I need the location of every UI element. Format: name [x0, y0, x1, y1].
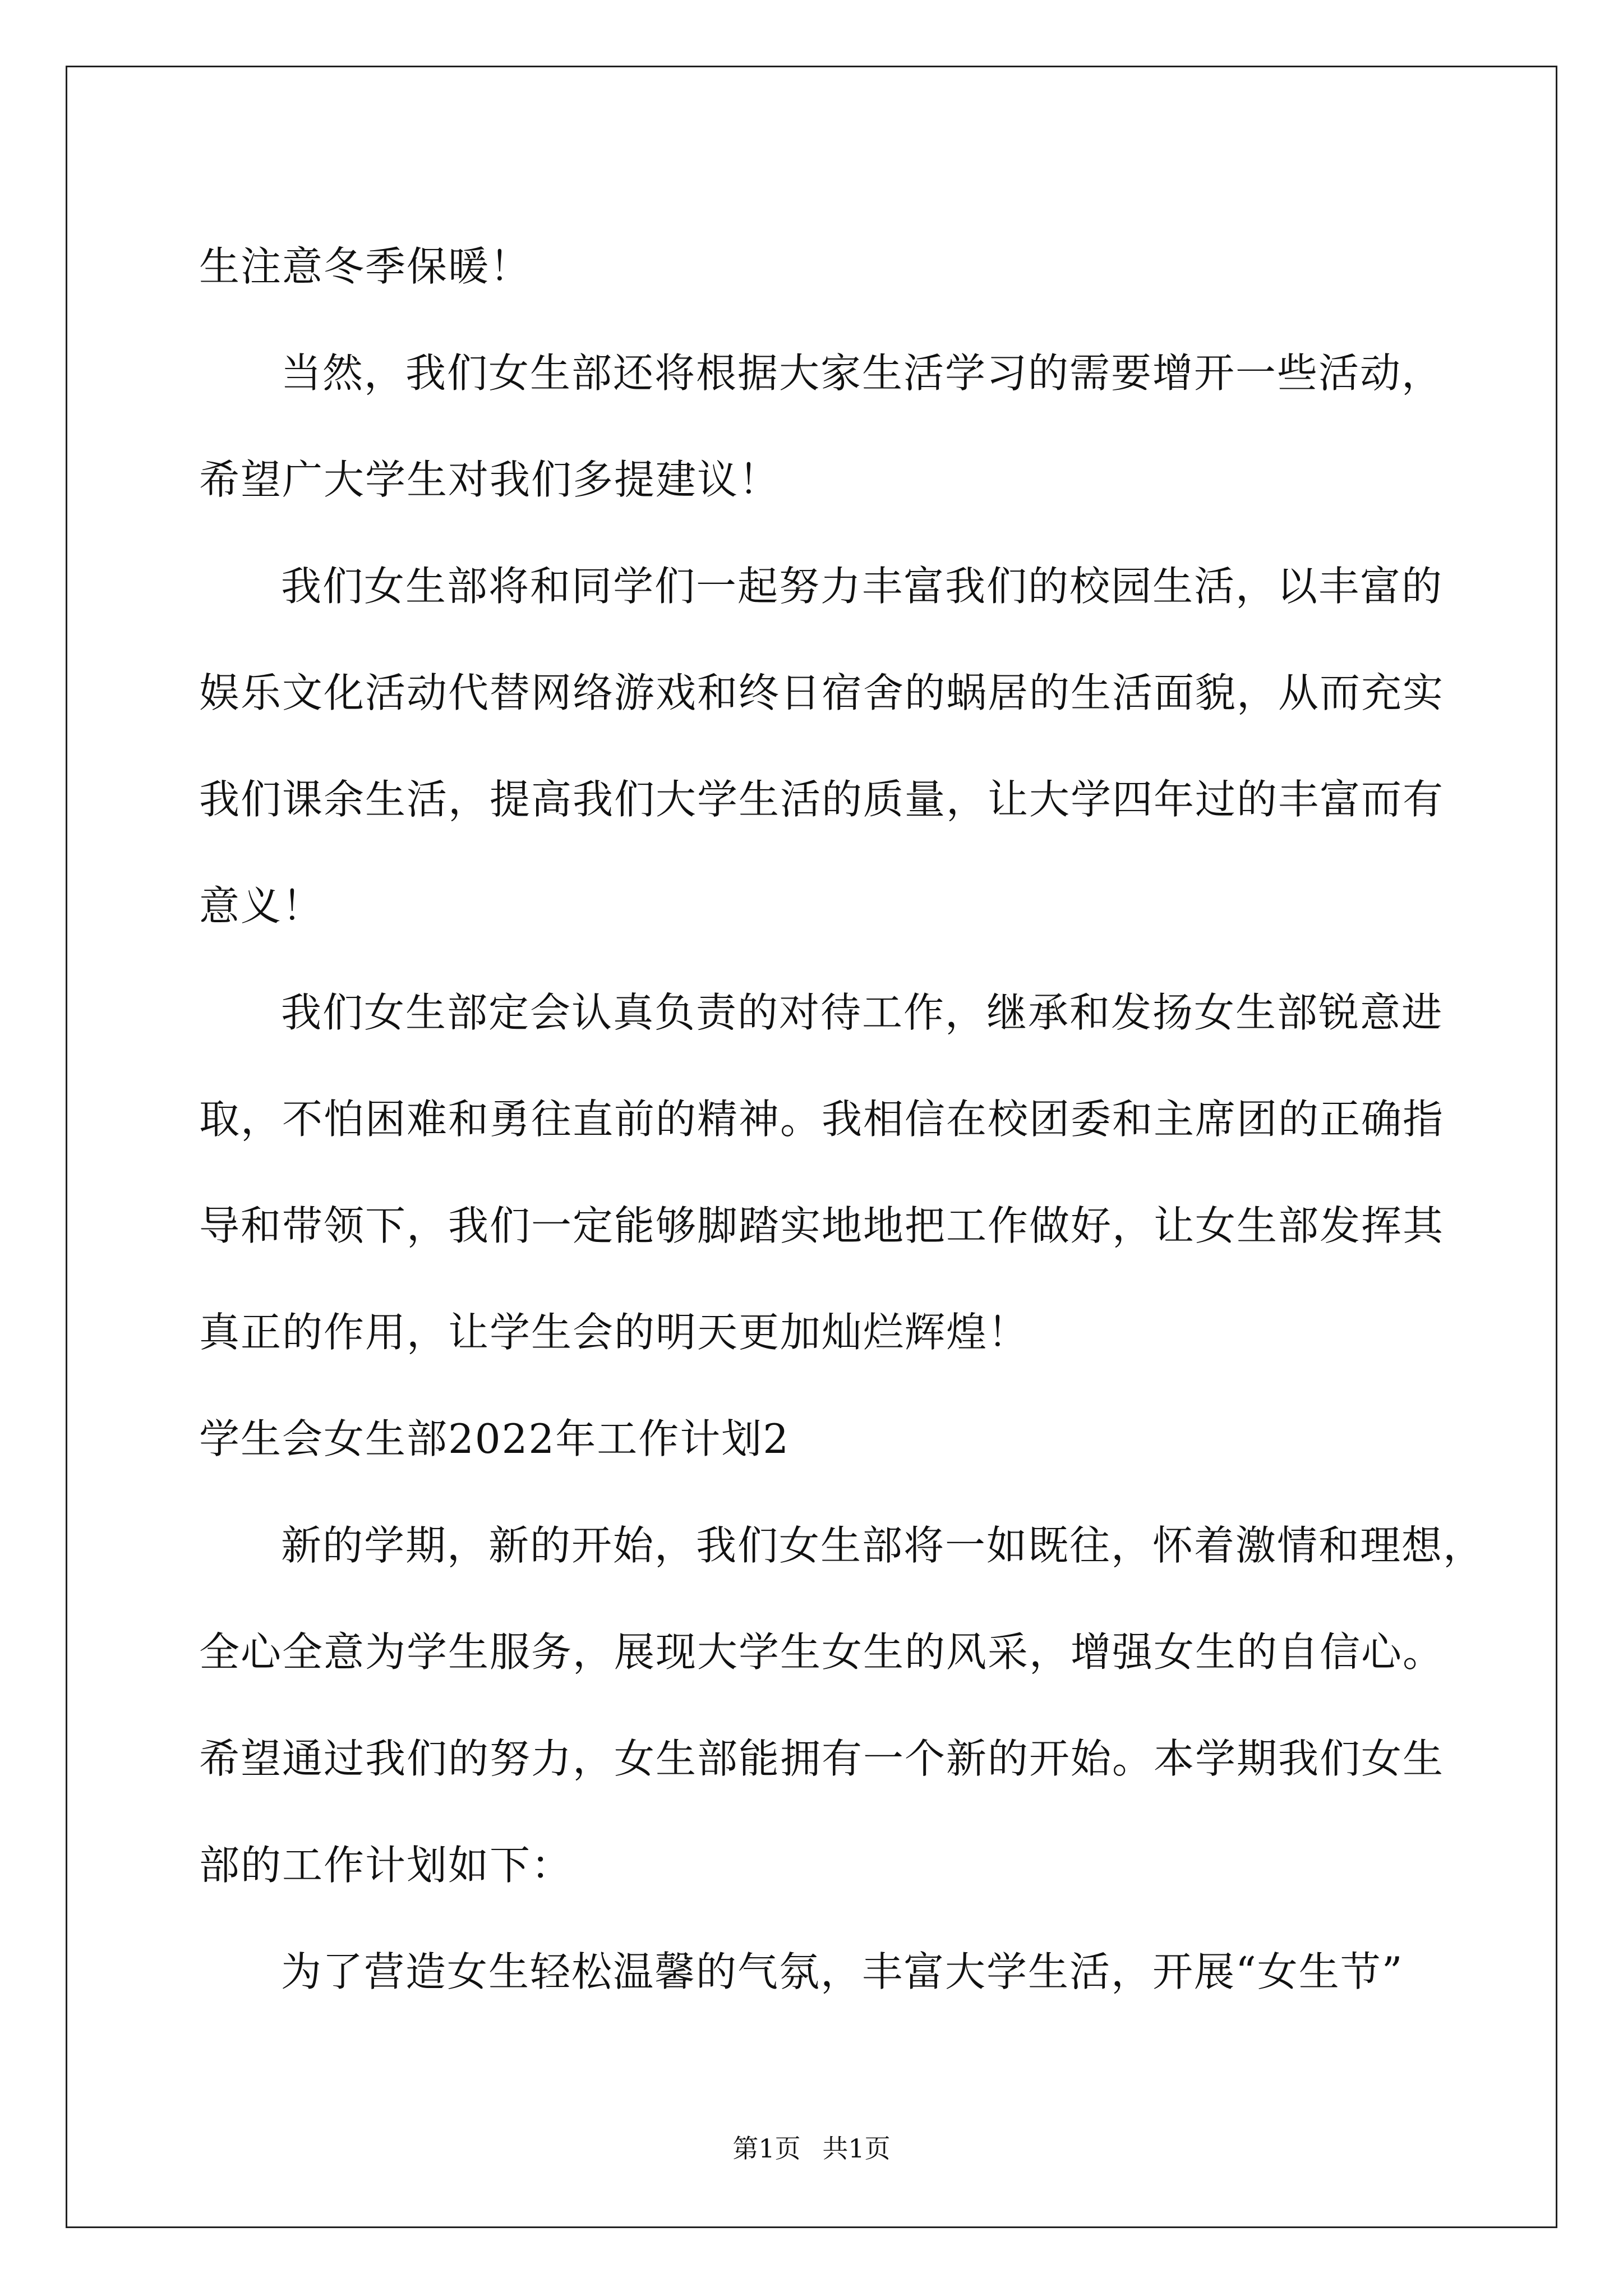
text-line-4: 我们女生部将和同学们一起努力丰富我们的校园生活，以丰富的	[281, 563, 1444, 610]
text-line-15: 希望通过我们的努力，女生部能拥有一个新的开始。本学期我们女生	[199, 1735, 1445, 1782]
text-line-11: 真正的作用，让学生会的明天更加灿烂辉煌！	[199, 1309, 1030, 1356]
text-line-9: 取，不怕困难和勇往直前的精神。我相信在校团委和主席团的正确指	[199, 1096, 1445, 1143]
text-line-13: 新的学期，新的开始，我们女生部将一如既往，怀着激情和理想，	[281, 1522, 1485, 1569]
text-line-1: 生注意冬季保暖！	[199, 243, 532, 290]
document-body	[199, 213, 1485, 2025]
text-line-3: 希望广大学生对我们多提建议！	[199, 456, 781, 503]
page-number: 第1页	[732, 2133, 801, 2164]
section-heading: 学生会女生部2022年工作计划2	[199, 1415, 790, 1462]
text-line-10: 导和带领下，我们一定能够脚踏实地地把工作做好，让女生部发挥其	[199, 1202, 1445, 1249]
text-line-8: 我们女生部定会认真负责的对待工作，继承和发扬女生部锐意进	[281, 989, 1444, 1036]
text-line-6: 我们课余生活，提高我们大学生活的质量，让大学四年过的丰富而有	[199, 776, 1445, 823]
text-line-14: 全心全意为学生服务，展现大学生女生的风采，增强女生的自信心。	[199, 1628, 1445, 1676]
text-line-2: 当然，我们女生部还将根据大家生活学习的需要增开一些活动，	[281, 349, 1444, 397]
text-line-17: 为了营造女生轻松温馨的气氛，丰富大学生活，开展“女生节”	[281, 1948, 1404, 1995]
text-line-7: 意义！	[199, 882, 324, 930]
page-total: 共1页	[822, 2133, 891, 2164]
text-line-16: 部的工作计划如下：	[199, 1842, 573, 1889]
text-line-5: 娱乐文化活动代替网络游戏和终日宿舍的蜗居的生活面貌，从而充实	[199, 669, 1445, 716]
page-footer	[0, 2132, 1623, 2165]
